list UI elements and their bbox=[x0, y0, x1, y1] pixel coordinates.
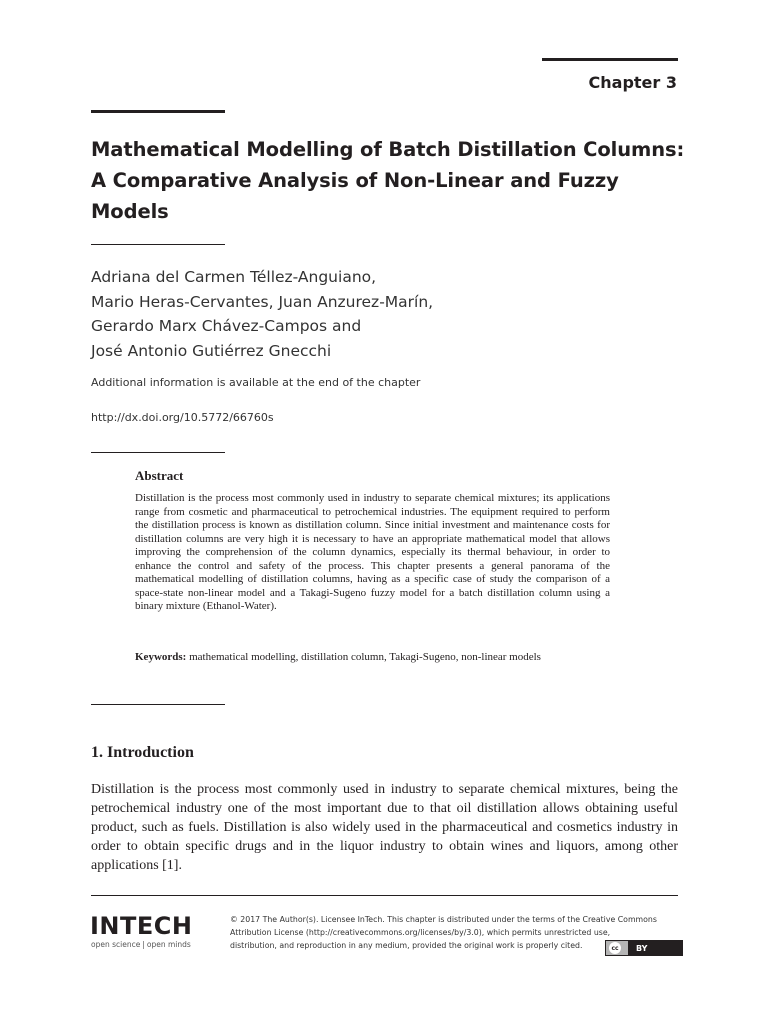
logo-tagline bbox=[91, 940, 191, 949]
chapter-title bbox=[91, 134, 691, 227]
title-divider-bottom bbox=[91, 244, 225, 245]
doi-link[interactable]: http://dx.doi.org/10.5772/66760s bbox=[91, 411, 274, 424]
author-line: Gerardo Marx Chávez-Campos and bbox=[91, 317, 362, 335]
chapter-label: Chapter 3 bbox=[588, 73, 677, 92]
tagline-left: open science bbox=[91, 940, 141, 949]
title-line: Models bbox=[91, 200, 169, 223]
license-line: distribution, and reproduction in any medium, provided the original work is properly cited. bbox=[230, 941, 583, 950]
section-heading-introduction: 1. Introduction bbox=[91, 744, 194, 761]
introduction-paragraph: Distillation is the process most commonly used in industry to separate chemical mixtures, being the petrochemical industry one of the most important due to that oil distillation allows obtaining useful product, such as fuels. Distillation is also widely used in the pharmaceutical and cosmetics industry in order to obtain specific drugs and in the liquor industry to obtain wines and liquors, among other applications [1]. bbox=[91, 782, 678, 873]
author-line: Mario Heras-Cervantes, Juan Anzurez-Marín, bbox=[91, 292, 434, 311]
title-divider-top bbox=[91, 110, 225, 113]
keywords bbox=[135, 651, 610, 665]
title-line: Mathematical Modelling of Batch Distillation Columns: bbox=[91, 138, 685, 161]
keywords-divider bbox=[91, 704, 225, 705]
keywords-label: Keywords: bbox=[135, 651, 187, 663]
author-line: Adriana del Carmen Téllez-Anguiano, bbox=[91, 268, 377, 286]
license-line: Attribution License (http://creativecommons.org/licenses/by/3.0), which permits unrestricted use, bbox=[230, 928, 611, 937]
abstract-body: Distillation is the process most commonly used in industry to separate chemical mixtures; its applications range from cosmetic and pharmaceutical to petrochemical industries. The equipment required to perform the distillation process is known as distillation column. Since initial investment and maintenance costs for distillation columns are very high it is necessary to have an appropriate mathematical model that allows improving the comprehension of the column dynamics, especially its thermal behaviour, in order to enhance the control and safety of the process. This chapter presents a general panorama of the mathematical modelling of distillation columns, having as a specific case of study the comparison of a space-state non-linear model and a Takagi-Sugeno fuzzy model for a batch distillation column using a binary mixture (Ethanol-Water). bbox=[135, 492, 610, 612]
abstract-heading: Abstract bbox=[135, 468, 184, 483]
cc-icon: cc bbox=[609, 942, 621, 954]
by-label: BY bbox=[636, 943, 648, 953]
tagline-separator: | bbox=[142, 940, 145, 949]
abstract-divider bbox=[91, 452, 225, 453]
license-line: © 2017 The Author(s). Licensee InTech. This chapter is distributed under the terms of the Creative Commons bbox=[230, 915, 657, 924]
cc-badge-left bbox=[606, 941, 628, 955]
additional-info-note: Additional information is available at the end of the chapter bbox=[91, 376, 421, 389]
chapter-rule bbox=[542, 58, 678, 61]
intech-logo: INTECH bbox=[90, 912, 193, 940]
title-line: A Comparative Analysis of Non-Linear and Fuzzy bbox=[91, 169, 619, 192]
keywords-values: mathematical modelling, distillation column, Takagi-Sugeno, non-linear models bbox=[189, 651, 541, 663]
author-line: José Antonio Gutiérrez Gnecchi bbox=[91, 341, 332, 360]
author-list bbox=[91, 265, 433, 363]
tagline-right: open minds bbox=[146, 940, 191, 949]
footer-divider bbox=[91, 895, 678, 896]
cc-by-badge-icon[interactable] bbox=[605, 940, 683, 956]
